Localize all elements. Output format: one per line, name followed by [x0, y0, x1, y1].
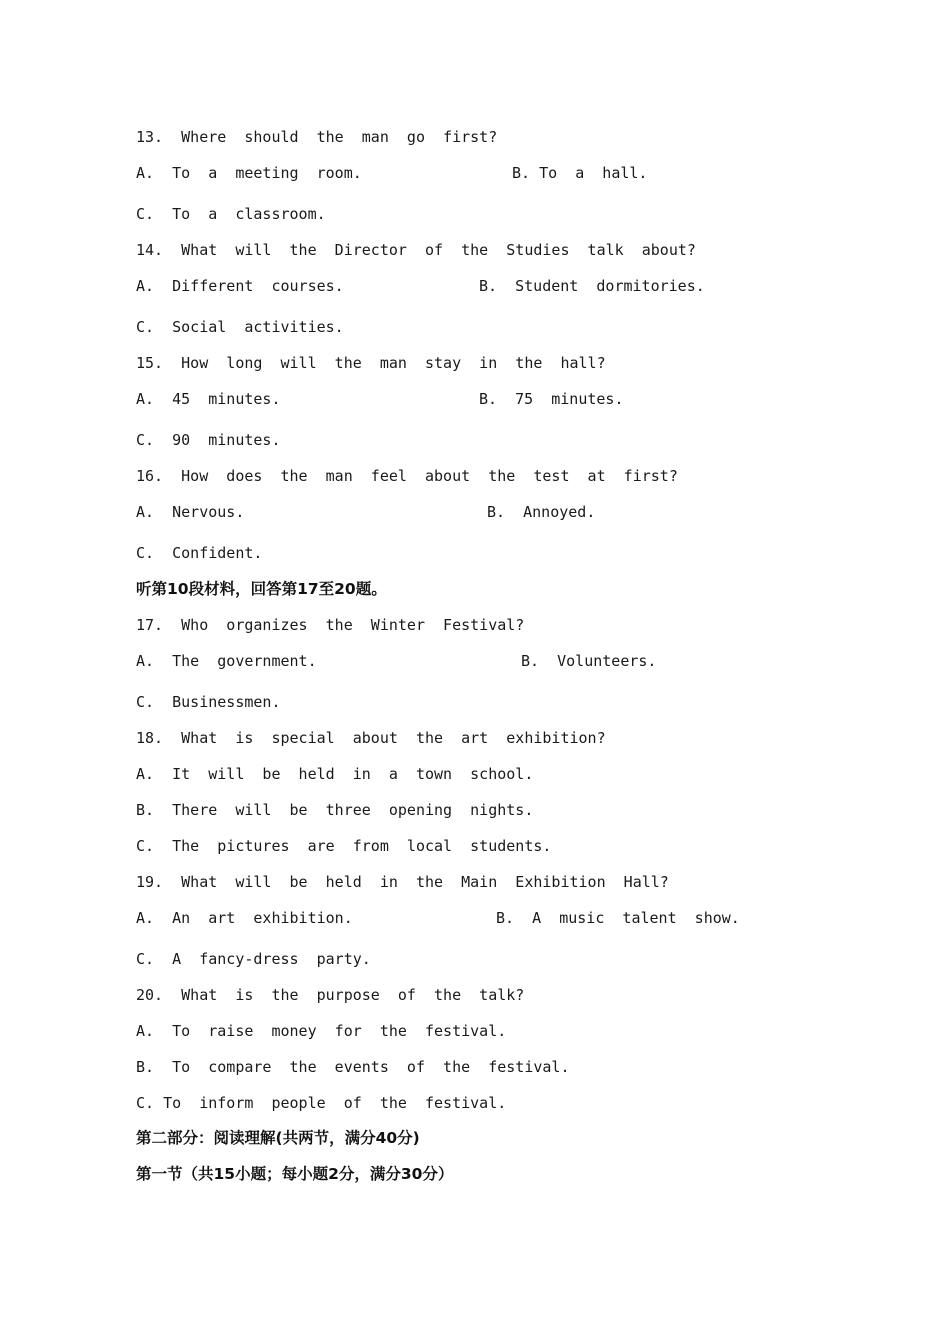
question-20-option-a: A. To raise money for the festival. — [136, 1022, 507, 1040]
question-19-option-c: C. A fancy-dress party. — [136, 950, 371, 968]
question-15-option-b: B. 75 minutes. — [479, 390, 624, 408]
question-14-option-c: C. Social activities. — [136, 318, 344, 336]
question-17-option-b: B. Volunteers. — [521, 652, 657, 670]
question-17-option-c: C. Businessmen. — [136, 693, 281, 711]
question-17-option-a: A. The government. — [136, 652, 317, 670]
question-14-option-a: A. Different courses. — [136, 277, 344, 295]
question-15-option-c: C. 90 minutes. — [136, 431, 281, 449]
question-14-stem: 14. What will the Director of the Studies talk about? — [136, 241, 696, 259]
part-2-heading: 第二部分：阅读理解(共两节，满分40分) — [136, 1129, 420, 1147]
question-16-stem: 16. How does the man feel about the test at first? — [136, 467, 678, 485]
question-15-stem: 15. How long will the man stay in the hall? — [136, 354, 606, 372]
question-16-option-b: B. Annoyed. — [487, 503, 596, 521]
question-13-option-c: C. To a classroom. — [136, 205, 326, 223]
question-13-option-b: B. To a hall. — [512, 164, 648, 182]
question-19-stem: 19. What will be held in the Main Exhibition Hall? — [136, 873, 669, 891]
question-19-option-a: A. An art exhibition. — [136, 909, 353, 927]
question-18-option-a: A. It will be held in a town school. — [136, 765, 534, 783]
question-18-option-c: C. The pictures are from local students. — [136, 837, 552, 855]
question-20-option-b: B. To compare the events of the festival. — [136, 1058, 570, 1076]
question-20-stem: 20. What is the purpose of the talk? — [136, 986, 525, 1004]
question-19-option-b: B. A music talent show. — [496, 909, 740, 927]
question-18-stem: 18. What is special about the art exhibition? — [136, 729, 606, 747]
question-13-stem: 13. Where should the man go first? — [136, 128, 498, 146]
question-15-option-a: A. 45 minutes. — [136, 390, 281, 408]
question-16-option-a: A. Nervous. — [136, 503, 245, 521]
section-1-heading: 第一节（共15小题；每小题2分，满分30分） — [136, 1165, 454, 1183]
section-10-heading: 听第10段材料，回答第17至20题。 — [136, 580, 387, 598]
question-16-option-c: C. Confident. — [136, 544, 263, 562]
question-18-option-b: B. There will be three opening nights. — [136, 801, 534, 819]
question-13-option-a: A. To a meeting room. — [136, 164, 362, 182]
question-20-option-c: C. To inform people of the festival. — [136, 1094, 507, 1112]
question-14-option-b: B. Student dormitories. — [479, 277, 705, 295]
question-17-stem: 17. Who organizes the Winter Festival? — [136, 616, 525, 634]
